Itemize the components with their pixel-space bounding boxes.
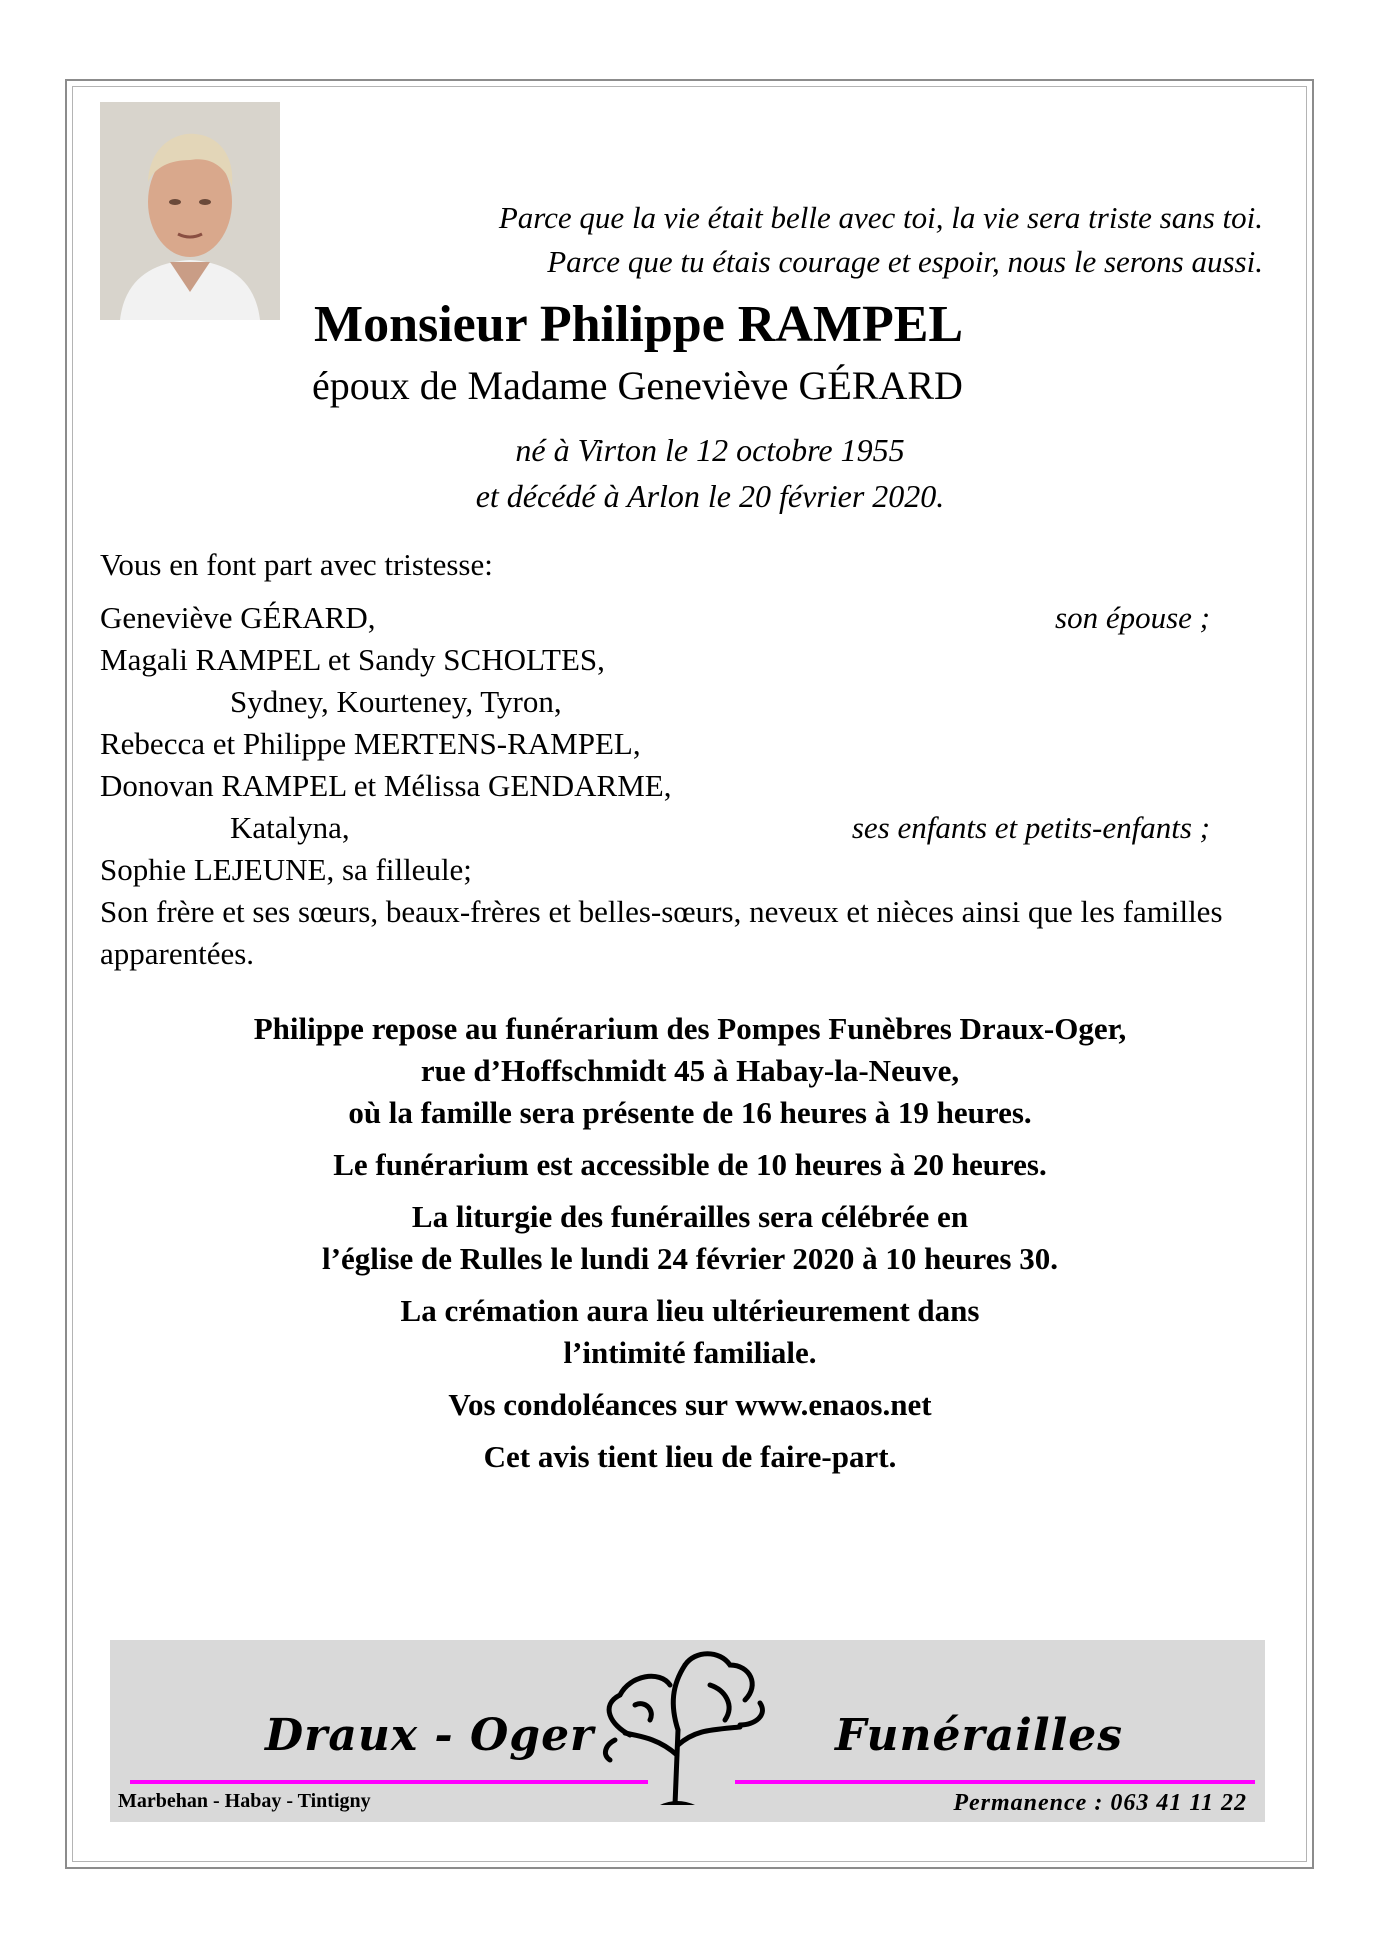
brand-name-left: Draux - Oger [265, 1710, 595, 1761]
birth-death-dates [260, 427, 1160, 519]
family-relation: ses enfants et petits-enfants ; [851, 810, 1210, 845]
family-name: Sydney, Kourteney, Tyron, [230, 684, 562, 719]
liturgy-paragraph [90, 1196, 1290, 1280]
quote-line-2: Parce que tu étais courage et espoir, nous le serons aussi. [547, 244, 1263, 279]
family-row [100, 765, 1260, 807]
extended-family: Son frère et ses sœurs, beaux-frères et belles-sœurs, neveux et nièces ainsi que les familles apparentées. [100, 894, 1223, 971]
family-name: Rebecca et Philippe MERTENS-RAMPEL, [100, 726, 641, 761]
family-row [100, 639, 1260, 681]
brand-name-right: Funérailles [835, 1710, 1124, 1761]
phone-text: Permanence : 063 41 11 22 [953, 1790, 1247, 1816]
portrait-photo [100, 102, 280, 320]
liturgy-line-1: La liturgie des funérailles sera célébrée en [411, 1199, 969, 1234]
family-row [100, 807, 1260, 849]
opening-hours: Le funérarium est accessible de 10 heures à 20 heures. [333, 1147, 1047, 1182]
tree-icon [590, 1645, 780, 1810]
condolences-link[interactable]: Vos condoléances sur www.enaos.net [448, 1387, 932, 1422]
memorial-quote [263, 196, 1263, 284]
family-name: Magali RAMPEL et Sandy SCHOLTES, [100, 642, 605, 677]
family-row [100, 723, 1260, 765]
visitation-line-1: Philippe repose au funérarium des Pompes Funèbres Draux-Oger, [253, 1011, 1127, 1046]
locations-text: Marbehan - Habay - Tintigny [118, 1790, 371, 1812]
visitation-line-2: rue d’Hoffschmidt 45 à Habay-la-Neuve, [420, 1053, 960, 1088]
cremation-paragraph [90, 1290, 1290, 1374]
family-name: Donovan RAMPEL et Mélissa GENDARME, [100, 768, 672, 803]
family-name: Katalyna, [230, 810, 350, 845]
liturgy-line-2: l’église de Rulles le lundi 24 février 2020 à 10 heures 30. [322, 1241, 1058, 1276]
intro-text: Vous en font part avec tristesse: [100, 547, 493, 582]
family-name: Sophie LEJEUNE, sa filleule; [100, 852, 472, 887]
visitation-paragraph [90, 1008, 1290, 1134]
accent-line-left [130, 1780, 648, 1784]
family-list [100, 597, 1260, 975]
family-row [100, 849, 1260, 891]
birth-line: né à Virton le 12 octobre 1955 [515, 432, 905, 468]
family-relation: son épouse ; [1055, 600, 1210, 635]
spouse-line: époux de Madame Geneviève GÉRARD [312, 363, 963, 408]
family-name: Geneviève GÉRARD, [100, 600, 376, 635]
visitation-line-3: où la famille sera présente de 16 heures à 19 heures. [348, 1095, 1032, 1130]
faire-part-note: Cet avis tient lieu de faire-part. [483, 1439, 897, 1474]
quote-line-1: Parce que la vie était belle avec toi, la vie sera triste sans toi. [498, 200, 1263, 235]
deceased-name: Monsieur Philippe RAMPEL [314, 296, 964, 353]
family-row [100, 597, 1260, 639]
cremation-line-2: l’intimité familiale. [563, 1335, 817, 1370]
family-row [100, 681, 1260, 723]
accent-line-right [735, 1780, 1255, 1784]
funeral-info [90, 1008, 1290, 1488]
cremation-line-1: La crémation aura lieu ultérieurement dans [400, 1293, 980, 1328]
funeral-home-banner [110, 1640, 1265, 1822]
death-line: et décédé à Arlon le 20 février 2020. [475, 478, 945, 514]
